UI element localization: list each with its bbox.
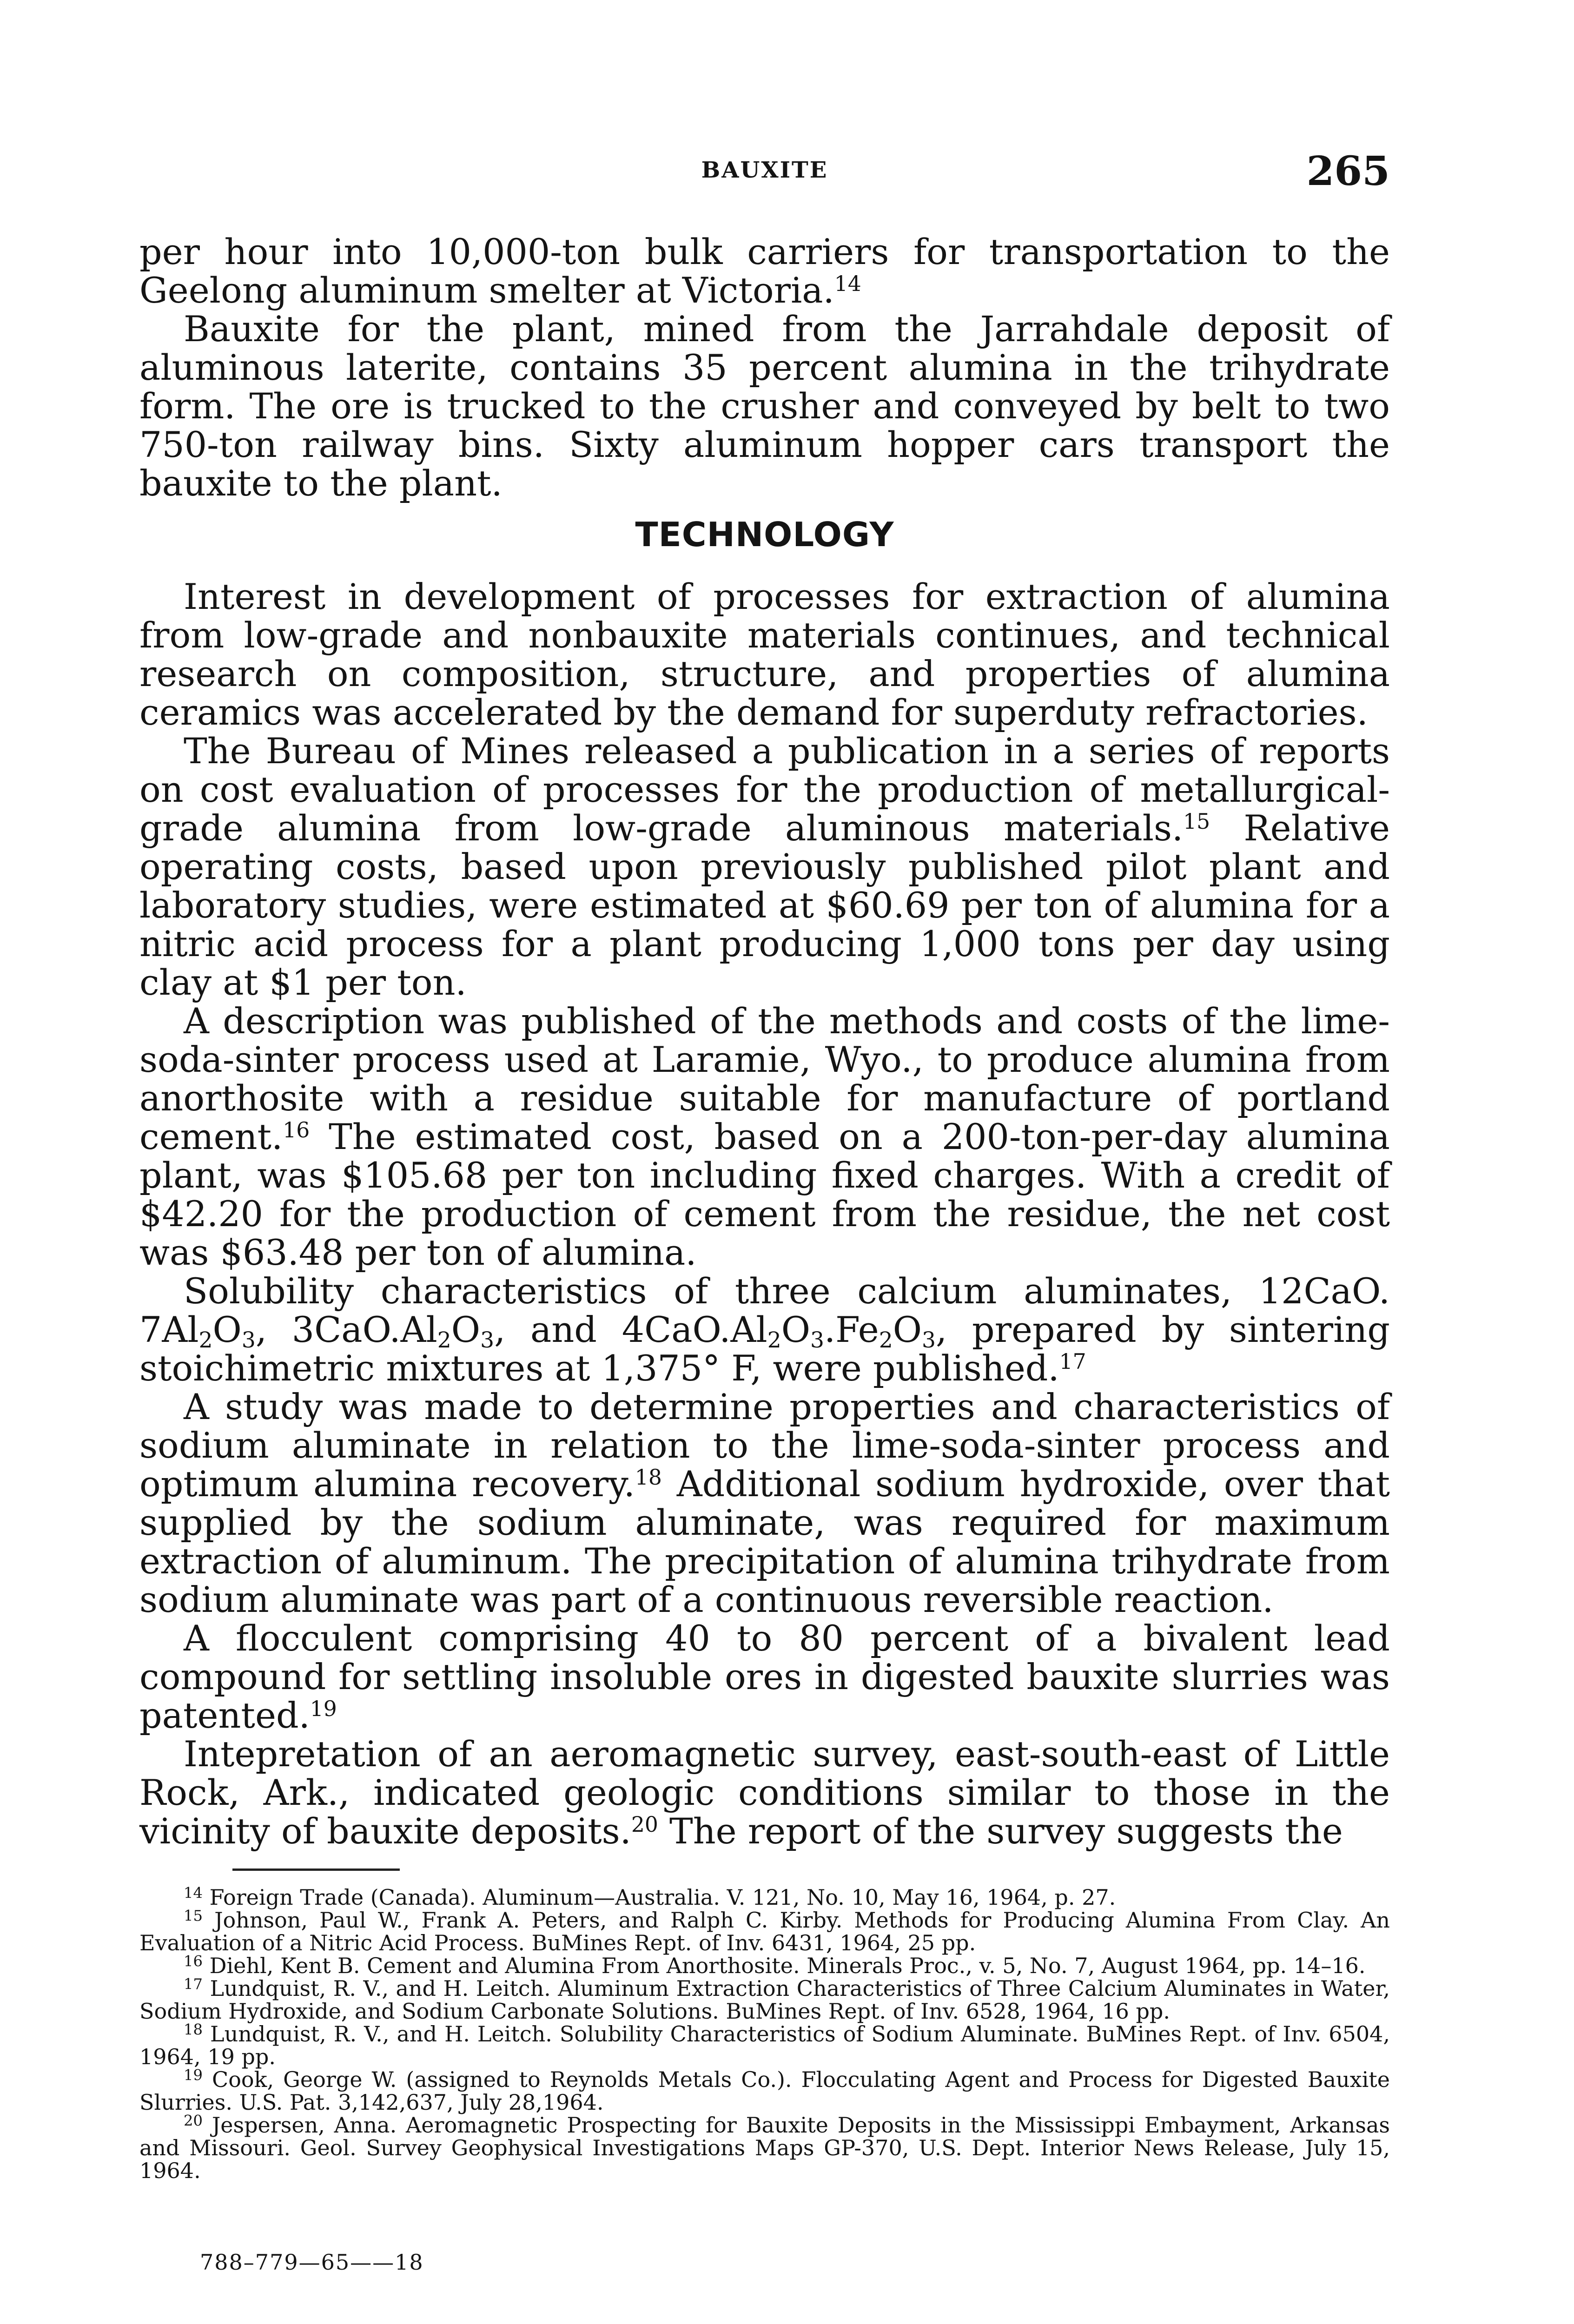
footnote-16: $^{16}$ Diehl, Kent B. Cement and Alumina From Anorthosite. Minerals Proc., v. 5, No. 7, August 1964, pp. 14–16. bbox=[184, 1952, 1366, 1978]
footnote-20: $^{20}$ Jespersen, Anna. Aeromagnetic Prospecting for Bauxite Deposits in the Mississippi Embayment, Arkansas and Missouri. Geol. Survey Geophysical Investigations Maps GP-370, U.S. Dept. Interior News Release, July 15, 1964. bbox=[139, 2112, 1390, 2183]
paragraph-5: A description was published of the methods and costs of the lime-soda-sinter process used at Laramie, Wyo., to produce alumina from anorthosite with a residue suitable for manufacture of portland cement.$^{16}$ The estimated cost, based on a 200-ton-per-day alumina plant, was $105.68 per ton including fixed charges. With a credit of $42.20 for the production of cement from the residue, the net cost was $63.48 per ton of alumina. bbox=[139, 1000, 1390, 1273]
section-heading-technology: TECHNOLOGY bbox=[635, 515, 894, 554]
page-number: 265 bbox=[1306, 148, 1390, 195]
page-header bbox=[139, 148, 1390, 204]
footnote-ref-15: 15 bbox=[1183, 809, 1210, 834]
paragraph-6: Solubility characteristics of three calcium aluminates, 12CaO. $7Al_2O_3$, $3CaO.Al_2O_3$, and $4CaO.Al_2O_3.Fe_2O_3$, prepared by sintering stoichimetric mixtures at 1,375° F, were published.$^{17}$ bbox=[139, 1270, 1390, 1389]
footnotes bbox=[139, 1886, 1390, 2182]
footnote-14: $^{14}$ Foreign Trade (Canada). Aluminum—Australia. V. 121, No. 10, May 16, 1964, p. 27. bbox=[184, 1884, 1116, 1910]
footnote-ref-18: 18 bbox=[635, 1465, 662, 1490]
footnote-19: $^{19}$ Cook, George W. (assigned to Reynolds Metals Co.). Flocculating Agent and Process for Digested Bauxite Slurries. U.S. Pat. 3,142,637, July 28,1964. bbox=[139, 2066, 1390, 2115]
body-text bbox=[139, 232, 1390, 1850]
footnote-ref-14: 14 bbox=[834, 271, 861, 296]
paragraph-9: Intepretation of an aeromagnetic survey, east-south-east of Little Rock, Ark., indicated geologic conditions similar to those in the vicinity of bauxite deposits.$^{20}$ The report of the survey suggests the bbox=[139, 1733, 1390, 1852]
footnote-17: $^{17}$ Lundquist, R. V., and H. Leitch. Aluminum Extraction Characteristics of Three Calcium Aluminates in Water, Sodium Hydroxide, and Sodium Carbonate Solutions. BuMines Rept. of Inv. 6528, 1964, 16 pp. bbox=[139, 1975, 1390, 2024]
paragraph-3: Interest in development of processes for extraction of alumina from low-grade and nonbauxite materials continues, and technical research on composition, structure, and properties of alumina ceramics was accelerated by the demand for superduty refractories. bbox=[139, 576, 1390, 733]
footnote-divider bbox=[232, 1868, 400, 1871]
paragraph-2: Bauxite for the plant, mined from the Jarrahdale deposit of aluminous laterite, contains 35 percent alumina in the trihydrate form. The ore is trucked to the crusher and conveyed by belt to two 750-ton railway bins. Sixty aluminum hopper cars transport the bauxite to the plant. bbox=[139, 308, 1390, 504]
footnote-ref-17: 17 bbox=[1059, 1349, 1086, 1374]
footnote-ref-16: 16 bbox=[283, 1117, 310, 1142]
print-code: 788–779—65——18 bbox=[200, 2250, 424, 2275]
running-head: BAUXITE bbox=[701, 157, 828, 183]
paragraph-8: A flocculent comprising 40 to 80 percent of a bivalent lead compound for settling insoluble ores in digested bauxite slurries was patented.$^{19}$ bbox=[139, 1618, 1390, 1736]
paragraph-7: A study was made to determine properties and characteristics of sodium aluminate in relation to the lime-soda-sinter process and optimum alumina recovery.$^{18}$ Additional sodium hydroxide, over that supplied by the sodium aluminate, was required for maximum extraction of aluminum. The precipitation of alumina trihydrate from sodium aluminate was part of a continuous reversible reaction. bbox=[139, 1386, 1390, 1620]
footnote-ref-20: 20 bbox=[631, 1812, 658, 1837]
footnote-18: $^{18}$ Lundquist, R. V., and H. Leitch. Solubility Characteristics of Sodium Aluminate. BuMines Rept. of Inv. 6504, 1964, 19 pp. bbox=[139, 2020, 1390, 2069]
paragraph-1: per hour into 10,000-ton bulk carriers for transportation to the Geelong aluminum smelter at Victoria.$^{14}$ bbox=[139, 231, 1390, 311]
paragraph-4: The Bureau of Mines released a publication in a series of reports on cost evaluation of processes for the production of metallurgical-grade alumina from low-grade aluminous materials.$^{15}$ Relative operating costs, based upon previously published pilot plant and laboratory studies, were estimated at $60.69 per ton of alumina for a nitric acid process for a plant producing 1,000 tons per day using clay at $1 per ton. bbox=[139, 730, 1390, 1003]
footnote-15: $^{15}$ Johnson, Paul W., Frank A. Peters, and Ralph C. Kirby. Methods for Producing Alumina From Clay. An Evaluation of a Nitric Acid Process. BuMines Rept. of Inv. 6431, 1964, 25 pp. bbox=[139, 1907, 1390, 1955]
footnote-ref-19: 19 bbox=[310, 1696, 337, 1721]
